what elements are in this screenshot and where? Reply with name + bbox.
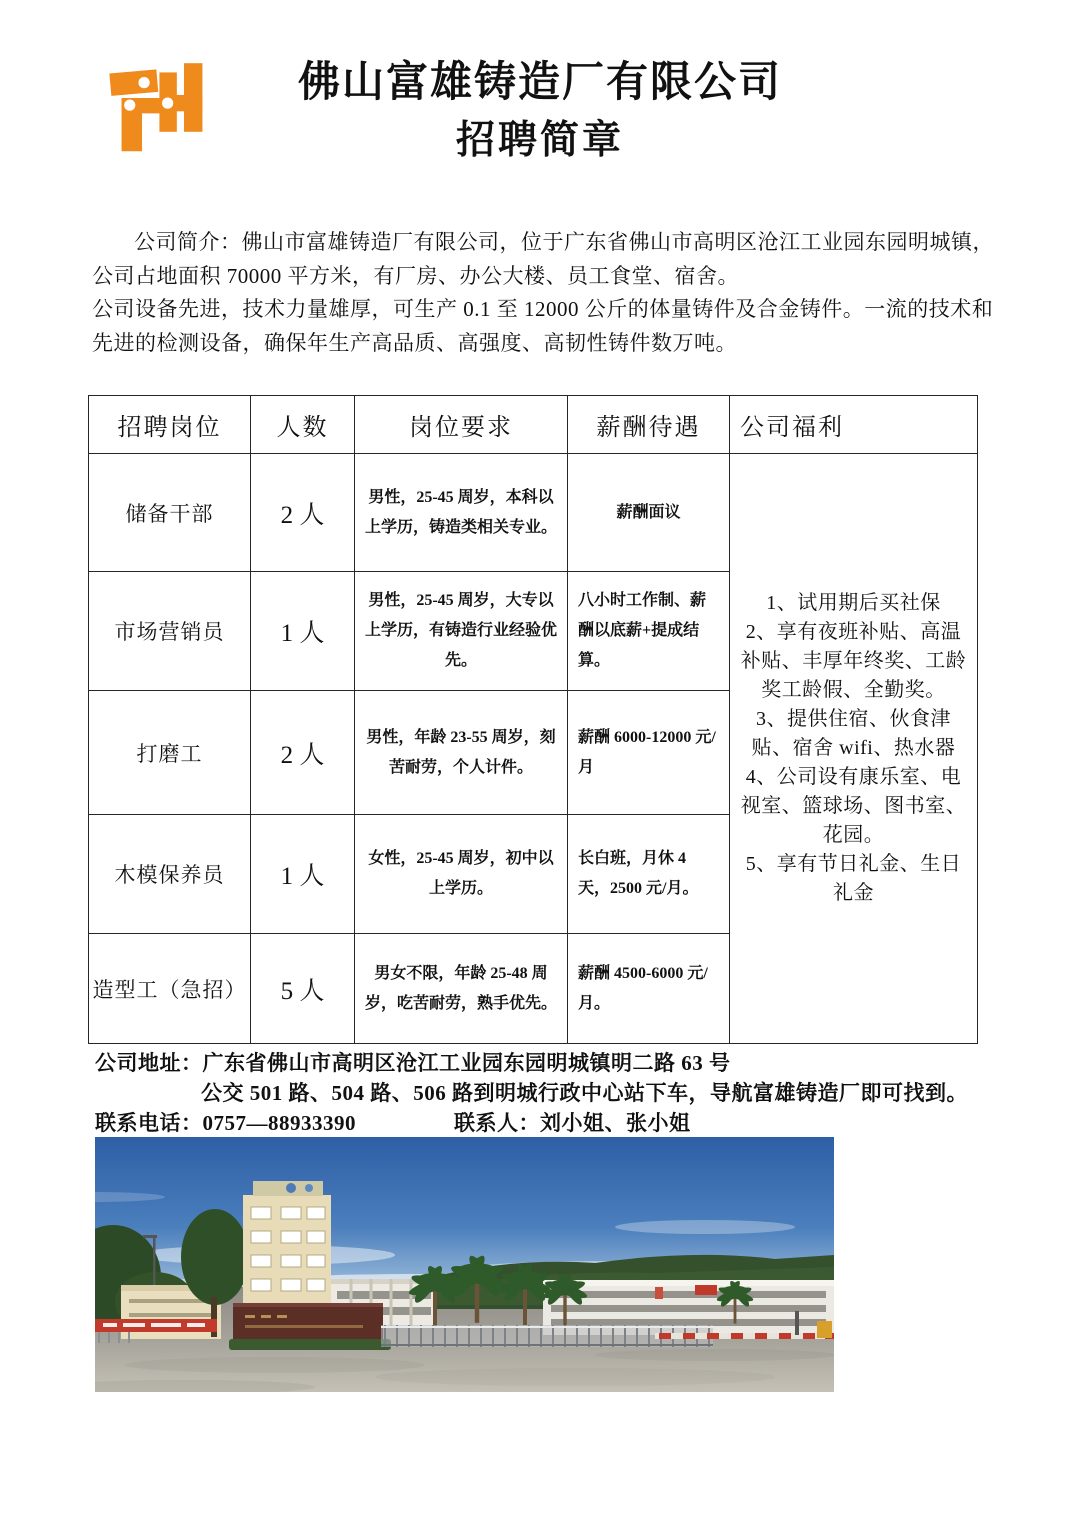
table-header-row xyxy=(89,396,978,454)
intro-paragraph-1: 公司简介：佛山市富雄铸造厂有限公司，位于广东省佛山市高明区沧江工业园东园明城镇，公司占地面积 70000 平方米，有厂房、办公大楼、员工食堂、宿舍。 xyxy=(92,230,994,288)
benefits-cell xyxy=(730,454,978,1044)
jobs-table xyxy=(88,395,978,1044)
bus-line: 公交 501 路、504 路、506 路到明城行政中心站下车，导航富雄铸造厂即可找到。 xyxy=(201,1081,968,1105)
header-count: 人数 xyxy=(251,396,355,454)
contact-label: 联系人： xyxy=(454,1111,540,1135)
job-requirements: 男性，25-45 周岁，大专以上学历，有铸造行业经验优先。 xyxy=(355,572,568,691)
phone-line xyxy=(95,1108,1005,1138)
job-salary: 薪酬 6000-12000 元/月 xyxy=(568,691,730,815)
benefit-item: 3、提供住宿、伙食津贴、宿舍 wifi、热水器 xyxy=(751,708,956,759)
contact-person xyxy=(454,1111,691,1135)
phone-value: 0757—88933390 xyxy=(202,1111,356,1135)
page-title: 招聘简章 xyxy=(455,119,624,163)
title-block xyxy=(0,60,1080,163)
header-position: 招聘岗位 xyxy=(89,396,251,454)
job-count: 2 人 xyxy=(251,691,355,815)
header-benefits: 公司福利 xyxy=(730,396,978,454)
job-count: 2 人 xyxy=(251,454,355,572)
address-value: 广东省佛山市高明区沧江工业园东园明城镇明二路 63 号 xyxy=(202,1051,731,1075)
job-count: 5 人 xyxy=(251,934,355,1044)
header-requirements: 岗位要求 xyxy=(355,396,568,454)
company-intro xyxy=(92,226,998,360)
job-requirements: 男女不限，年龄 25-48 周岁，吃苦耐劳，熟手优先。 xyxy=(355,934,568,1044)
factory-photo xyxy=(95,1137,834,1392)
contact-names: 刘小姐、张小姐 xyxy=(540,1111,691,1135)
phone-label: 联系电话： xyxy=(95,1111,203,1135)
job-position: 市场营销员 xyxy=(89,572,251,691)
job-requirements: 女性，25-45 周岁，初中以上学历。 xyxy=(355,815,568,934)
benefit-item: 5、享有节日礼金、生日礼金 xyxy=(745,853,962,904)
intro-paragraph-2: 公司设备先进，技术力量雄厚，可生产 0.1 至 12000 公斤的体量铸件及合金铸件。一流的技术和先进的检测设备，确保年生产高品质、高强度、高韧性铸件数万吨。 xyxy=(92,297,994,355)
job-requirements: 男性，年龄 23-55 周岁，刻苦耐劳，个人计件。 xyxy=(355,691,568,815)
job-salary: 八小时工作制、薪酬以底薪+提成结算。 xyxy=(568,572,730,691)
job-position: 储备干部 xyxy=(89,454,251,572)
benefit-item: 4、公司设有康乐室、电视室、篮球场、图书室、花园。 xyxy=(740,766,967,846)
benefit-item: 1、试用期后买社保 xyxy=(766,592,941,614)
job-count: 1 人 xyxy=(251,572,355,691)
job-position: 打磨工 xyxy=(89,691,251,815)
job-position: 造型工（急招） xyxy=(89,934,251,1044)
contact-block xyxy=(95,1048,1005,1138)
job-salary: 长白班，月休 4 天，2500 元/月。 xyxy=(568,815,730,934)
benefit-item: 2、享有夜班补贴、高温补贴、丰厚年终奖、工龄奖工龄假、全勤奖。 xyxy=(740,621,967,701)
job-count: 1 人 xyxy=(251,815,355,934)
job-salary: 薪酬 4500-6000 元/月。 xyxy=(568,934,730,1044)
job-position: 木模保养员 xyxy=(89,815,251,934)
address-label: 公司地址： xyxy=(95,1051,203,1075)
job-row xyxy=(89,454,978,572)
job-salary: 薪酬面议 xyxy=(568,454,730,572)
address-line xyxy=(95,1048,1005,1078)
job-requirements: 男性，25-45 周岁，本科以上学历，铸造类相关专业。 xyxy=(355,454,568,572)
header-salary: 薪酬待遇 xyxy=(568,396,730,454)
company-title: 佛山富雄铸造厂有限公司 xyxy=(297,60,782,106)
